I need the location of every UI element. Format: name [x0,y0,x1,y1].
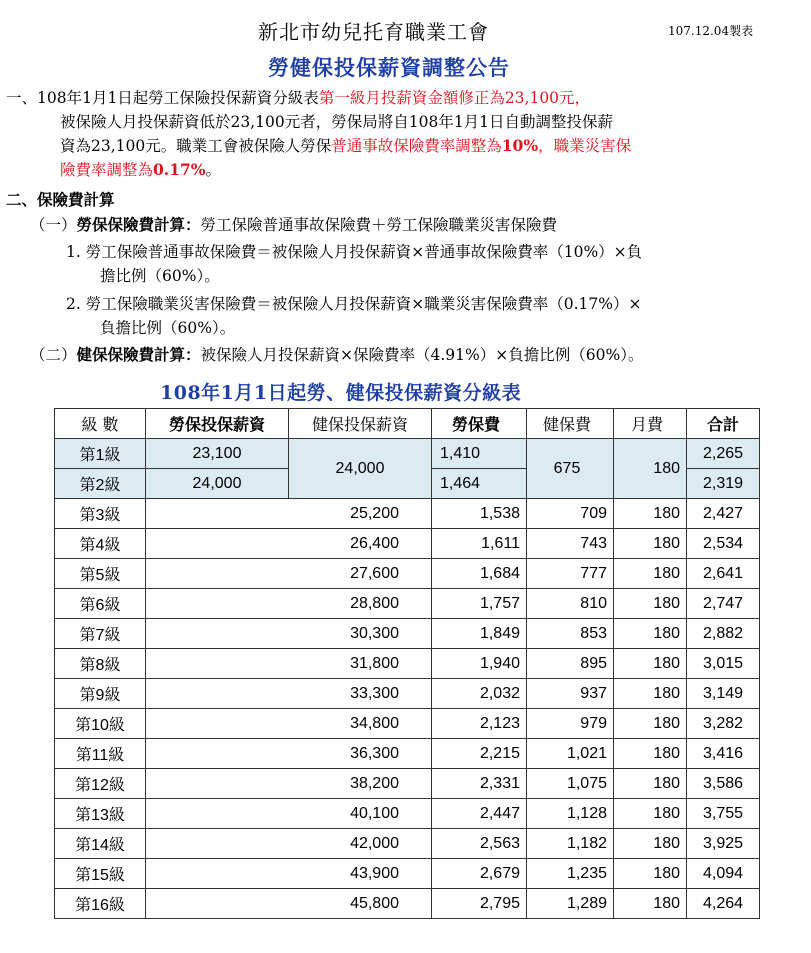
table-row [55,529,760,559]
grade-cell: 第8級 [55,649,146,679]
section1-rate-occupational: 0.17% [153,160,206,179]
page-title: 勞健保投保薪資調整公告 [268,55,510,80]
health-fee-cell: 1,235 [527,859,614,889]
sub1-text: 勞工保險普通事故保險費＋勞工保險職業災害保險費 [200,216,558,234]
sub1-bold: 勞保保險費計算： [76,215,201,234]
total-cell: 3,015 [687,649,760,679]
health-fee-cell: 1,021 [527,739,614,769]
section1-line1-text: 一、108年1月1日起勞工保險投保薪資分級表 [6,89,319,107]
item1-text: 勞工保險普通事故保險費＝被保險人月投保薪資×普通事故保險費率（10%）×負 [85,243,643,261]
health-fee-cell: 777 [527,559,614,589]
grade-cell: 第5級 [55,559,146,589]
salary-cell: 45,800 [146,889,432,919]
table-row [55,649,760,679]
monthly-fee-cell: 180 [614,649,687,679]
health-fee-cell: 853 [527,619,614,649]
salary-cell: 43,900 [146,859,432,889]
monthly-fee-cell: 180 [614,619,687,649]
table-row [55,769,760,799]
total-cell: 2,319 [687,469,760,499]
grade-cell: 第1級 [55,439,146,469]
labor-fee-cell: 1,757 [432,589,527,619]
grade-cell: 第14級 [55,829,146,859]
header-health-fee: 健保費 [527,409,614,439]
table-row [55,859,760,889]
table-row [55,829,760,859]
issue-date: 107.12.04製表 [668,24,754,38]
labor-fee-cell: 1,538 [432,499,527,529]
labor-fee-cell: 2,563 [432,829,527,859]
total-cell: 3,416 [687,739,760,769]
salary-cell: 40,100 [146,799,432,829]
header-labor-fee: 勞保費 [432,409,527,439]
health-fee-cell: 1,075 [527,769,614,799]
salary-cell: 28,800 [146,589,432,619]
section1-line2: 被保險人月投保薪資低於23,100元者，勞保局將自108年1月1日自動調整投保薪 [60,113,614,131]
header-monthly-fee: 月費 [614,409,687,439]
grade-cell: 第12級 [55,769,146,799]
monthly-fee-cell: 180 [614,679,687,709]
header-labor-salary: 勞保投保薪資 [146,409,289,439]
table-row [55,709,760,739]
labor-fee-cell: 2,331 [432,769,527,799]
health-fee-cell: 1,128 [527,799,614,829]
monthly-fee-cell: 180 [614,829,687,859]
section1-line4-end: 。 [205,161,222,179]
table-header-row [55,409,760,439]
labor-fee-cell: 2,447 [432,799,527,829]
header-grade: 級 數 [55,409,146,439]
salary-cell: 30,300 [146,619,432,649]
header-health-salary: 健保投保薪資 [289,409,432,439]
table-row [55,439,760,469]
labor-fee-cell: 1,684 [432,559,527,589]
labor-premium-formula [30,213,557,235]
total-cell: 4,094 [687,859,760,889]
health-fee-cell: 937 [527,679,614,709]
grade-cell: 第15級 [55,859,146,889]
table-row [55,889,760,919]
salary-cell: 42,000 [146,829,432,859]
monthly-fee-cell: 180 [614,739,687,769]
monthly-fee-cell: 180 [614,589,687,619]
health-fee-cell: 1,182 [527,829,614,859]
table-row [55,619,760,649]
labor-salary-cell: 24,000 [146,469,289,499]
item1-line2: 擔比例（60%）。 [100,267,220,285]
total-cell: 3,282 [687,709,760,739]
header-total: 合計 [687,409,760,439]
section1-line1 [6,86,590,108]
monthly-fee-cell: 180 [614,709,687,739]
item2-number: 2. [66,295,81,313]
sub2-label: （二） [30,346,77,364]
salary-cell: 33,300 [146,679,432,709]
total-cell: 4,264 [687,889,760,919]
salary-cell: 26,400 [146,529,432,559]
salary-cell: 31,800 [146,649,432,679]
health-fee-cell: 979 [527,709,614,739]
grade-cell: 第9級 [55,679,146,709]
grade-cell: 第10級 [55,709,146,739]
labor-fee-cell: 2,679 [432,859,527,889]
table-row [55,679,760,709]
item1-line1 [66,240,642,262]
total-cell: 2,641 [687,559,760,589]
grade-cell: 第7級 [55,619,146,649]
section1-line3-highlight: 普通事故保險費率調整為 [331,137,502,155]
section1-line3 [60,134,631,156]
total-cell: 2,534 [687,529,760,559]
table-row [55,559,760,589]
salary-cell: 27,600 [146,559,432,589]
health-premium-formula [30,343,643,365]
total-cell: 2,747 [687,589,760,619]
total-cell: 3,925 [687,829,760,859]
labor-fee-cell: 1,611 [432,529,527,559]
grade-cell: 第11級 [55,739,146,769]
monthly-fee-cell: 180 [614,889,687,919]
table-row [55,799,760,829]
monthly-fee-cell: 180 [614,799,687,829]
salary-cell: 34,800 [146,709,432,739]
labor-fee-cell: 1,940 [432,649,527,679]
labor-fee-cell: 1,464 [432,469,527,499]
monthly-fee-cell: 180 [614,859,687,889]
labor-salary-cell: 23,100 [146,439,289,469]
sub2-text: 被保險人月投保薪資×保險費率（4.91%）×負擔比例（60%）。 [200,346,644,364]
sub2-bold: 健保保險費計算： [76,345,201,364]
section1-rate-normal: 10% [501,136,539,155]
monthly-fee-cell: 180 [614,529,687,559]
table-row [55,739,760,769]
health-fee-merged-cell: 675 [527,439,614,499]
grade-cell: 第3級 [55,499,146,529]
total-cell: 3,586 [687,769,760,799]
labor-fee-cell: 1,849 [432,619,527,649]
monthly-fee-cell: 180 [614,769,687,799]
section2-heading: 二、保險費計算 [6,190,115,209]
health-fee-cell: 810 [527,589,614,619]
health-fee-cell: 1,289 [527,889,614,919]
salary-cell: 25,200 [146,499,432,529]
labor-fee-cell: 2,032 [432,679,527,709]
total-cell: 3,755 [687,799,760,829]
total-cell: 2,882 [687,619,760,649]
item2-line1 [66,292,641,314]
table-row [55,499,760,529]
item2-text: 勞工保險職業災害保險費＝被保險人月投保薪資×職業災害保險費率（0.17%）× [85,295,642,313]
grade-cell: 第2級 [55,469,146,499]
salary-cell: 38,200 [146,769,432,799]
monthly-fee-cell: 180 [614,499,687,529]
section1-line4-highlight: 險費率調整為 [60,161,154,179]
item2-line2: 負擔比例（60%）。 [100,319,236,337]
labor-fee-cell: 2,215 [432,739,527,769]
table-row [55,589,760,619]
salary-grade-table [54,408,760,919]
total-cell: 3,149 [687,679,760,709]
section1-line3-text: 資為23,100元。職業工會被保險人勞保 [60,137,332,155]
salary-cell: 36,300 [146,739,432,769]
grade-cell: 第4級 [55,529,146,559]
labor-fee-cell: 2,795 [432,889,527,919]
grade-cell: 第16級 [55,889,146,919]
health-fee-cell: 709 [527,499,614,529]
health-fee-cell: 743 [527,529,614,559]
labor-fee-cell: 2,123 [432,709,527,739]
section1-line1-highlight: 第一級月投薪資金額修正為23,100元， [318,89,591,107]
item1-number: 1. [66,243,81,261]
labor-fee-cell: 1,410 [432,439,527,469]
health-fee-cell: 895 [527,649,614,679]
grade-cell: 第13級 [55,799,146,829]
organization-name: 新北市幼兒托育職業工會 [258,20,489,44]
monthly-fee-merged-cell: 180 [614,439,687,499]
monthly-fee-cell: 180 [614,559,687,589]
grade-cell: 第6級 [55,589,146,619]
total-cell: 2,427 [687,499,760,529]
sub1-label: （一） [30,216,77,234]
section1-line4 [60,158,221,180]
total-cell: 2,265 [687,439,760,469]
table-title: 108年1月1日起勞、健保投保薪資分級表 [160,382,522,404]
section1-line3-highlight-2: ，職業災害保 [538,137,632,155]
health-salary-merged-cell: 24,000 [289,439,432,499]
